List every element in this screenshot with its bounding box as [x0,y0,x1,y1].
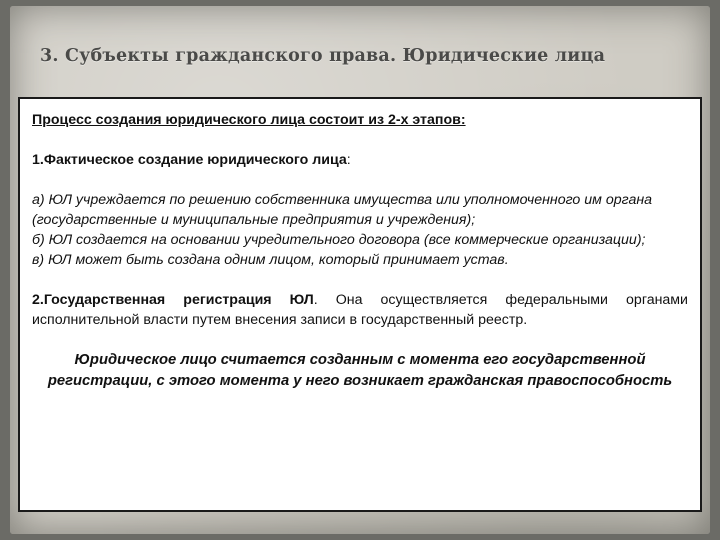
step1-heading [32,150,688,170]
step2-label: 2.Государственная регистрация ЮЛ [32,292,314,308]
content-box [18,97,702,512]
list-item-a: а) ЮЛ учреждается по решению собственника имущества или уполномоченного им органа (государственные и муниципальные предприятия и учреждения); [32,192,653,228]
list-item-b: б) ЮЛ создается на основании учредительного договора (все коммерческие организации); [32,232,646,248]
step2-paragraph [32,290,688,330]
slide-title: 3. Субъекты гражданского права. Юридические лица [40,46,606,66]
conclusion-text: Юридическое лицо считается созданным с момента его государственной регистрации, с этого момента у него возникает гражданская правоспособность [47,352,673,389]
step1-label: 1.Фактическое создание юридического лица [32,152,347,168]
step1-suffix: : [346,152,351,168]
list-item-c: в) ЮЛ может быть создана одним лицом, который принимает устав. [32,252,509,268]
step2-text: . Она осуществляется федеральными органами исполнительной власти путем внесения записи в государственный реестр. [32,292,688,328]
intro-text: Процесс создания юридического лица состоит из 2-х этапов: [32,112,466,128]
